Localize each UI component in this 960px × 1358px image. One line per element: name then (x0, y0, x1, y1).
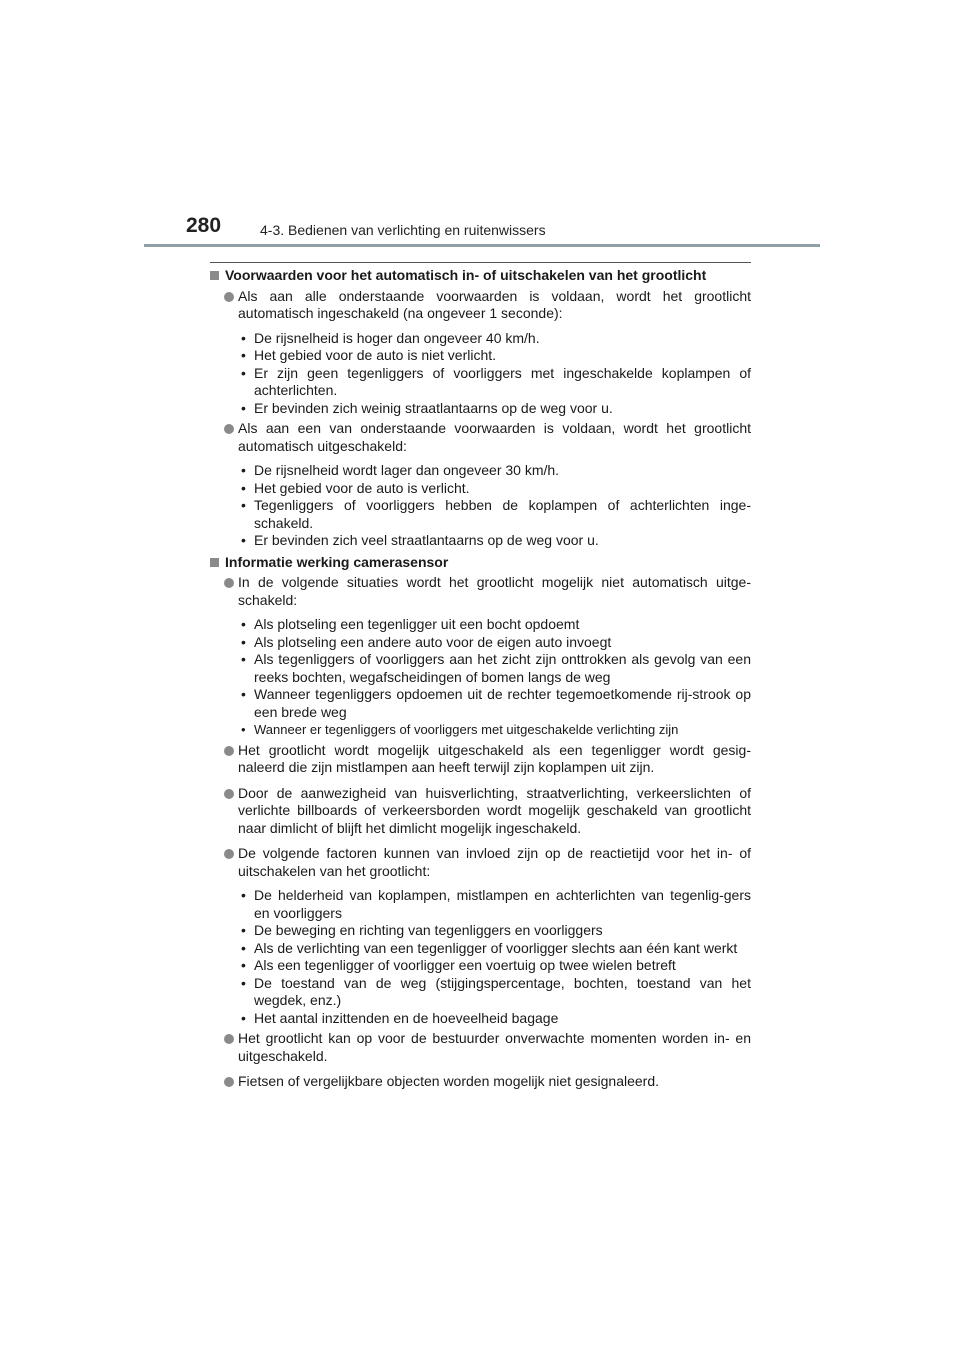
list-item (210, 721, 751, 739)
list-item-text: Als plotseling een andere auto voor de eigen auto invoegt (254, 633, 612, 650)
list-item (210, 887, 751, 922)
paragraph (210, 742, 751, 777)
paragraph-text: Als aan een van onderstaande voorwaarden is voldaan, wordt het grootlicht automatisch uitgeschakeld: (238, 420, 751, 454)
list-item (210, 400, 751, 418)
section-heading (210, 554, 751, 572)
list-item (210, 347, 751, 365)
bullet-list (210, 462, 751, 550)
section-heading-text: Informatie werking camerasensor (225, 553, 449, 570)
paragraph-text: De volgende factoren kunnen van invloed zijn op de reactietijd voor het in- of uitschakelen van het grootlicht: (238, 845, 751, 879)
list-item (210, 686, 751, 721)
dot-icon: • (241, 633, 246, 650)
list-item-text: Er bevinden zich veel straatlantaarns op de weg voor u. (254, 532, 599, 548)
list-item-text: Het gebied voor de auto is niet verlicht. (254, 347, 497, 363)
list-item (210, 940, 751, 958)
circle-bullet-icon (224, 746, 234, 756)
bullet-list (210, 616, 751, 739)
dot-icon: • (241, 329, 246, 346)
list-item-text: Als plotseling een tegenligger uit een bocht opdoemt (254, 616, 580, 632)
dot-icon: • (241, 887, 246, 903)
list-item-text: Tegenliggers of voorliggers hebben de koplampen of achterlichten inge-schakeld. (254, 497, 751, 531)
dot-icon: • (241, 532, 246, 548)
circle-bullet-icon (224, 849, 234, 859)
circle-bullet-icon (224, 292, 234, 302)
paragraph-text: Fietsen of vergelijkbare objecten worden mogelijk niet gesignaleerd. (238, 1073, 660, 1089)
paragraph (210, 1073, 751, 1091)
dot-icon: • (241, 462, 246, 478)
list-item-text: De toestand van de weg (stijgingspercentage, bochten, toestand van het wegdek, enz.) (254, 974, 751, 1008)
dot-icon: • (241, 364, 246, 381)
square-bullet-icon (210, 558, 219, 567)
dot-icon: • (241, 651, 246, 667)
list-item-text: Er zijn geen tegenliggers of voorliggers met ingeschakelde koplampen of achterlichten. (254, 364, 751, 398)
dot-icon: • (241, 686, 246, 702)
paragraph (210, 288, 751, 323)
dot-icon: • (241, 922, 246, 938)
paragraph-text: Het grootlicht kan op voor de bestuurder onverwachte momenten worden in- en uitgeschakeld. (238, 1030, 751, 1064)
list-item (210, 462, 751, 480)
dot-icon: • (241, 347, 246, 363)
list-item-text: Er bevinden zich weinig straatlantaarns op de weg voor u. (254, 399, 613, 416)
section-rule (210, 262, 751, 263)
list-item-text: Wanneer er tegenliggers of voorliggers met uitgeschakelde verlichting zijn (254, 722, 679, 737)
paragraph (210, 1030, 751, 1065)
circle-bullet-icon (224, 424, 234, 434)
list-item (210, 616, 751, 634)
list-item-text: Als de verlichting van een tegenligger of voorligger slechts aan één kant werkt (254, 939, 738, 956)
list-item (210, 365, 751, 400)
dot-icon: • (241, 399, 246, 416)
paragraph (210, 420, 751, 455)
dot-icon: • (241, 616, 246, 632)
list-item-text: Wanneer tegenliggers opdoemen uit de rechter tegemoetkomende rij-strook op een brede weg (254, 686, 751, 720)
list-item (210, 330, 751, 348)
list-item (210, 922, 751, 940)
list-item-text: De rijsnelheid wordt lager dan ongeveer 30 km/h. (254, 462, 560, 478)
page-number: 280 (186, 214, 222, 237)
dot-icon: • (241, 497, 246, 513)
chapter-title: 4-3. Bedienen van verlichting en ruitenwissers (260, 222, 546, 238)
header-rule (144, 244, 820, 247)
circle-bullet-icon (224, 1034, 234, 1044)
list-item-text: De rijsnelheid is hoger dan ongeveer 40 km/h. (254, 329, 540, 346)
list-item-text: Als tegenliggers of voorliggers aan het zicht zijn onttrokken als gevolg van een reeks bochten, wegafscheidingen of bomen langs de weg (254, 651, 751, 685)
circle-bullet-icon (224, 1077, 234, 1087)
list-item (210, 480, 751, 498)
circle-bullet-icon (224, 578, 234, 588)
dot-icon: • (241, 957, 246, 973)
paragraph (210, 845, 751, 880)
section-heading-text: Voorwaarden voor het automatisch in- of uitschakelen van het grootlicht (225, 267, 707, 283)
dot-icon: • (241, 479, 246, 496)
dot-icon: • (241, 974, 246, 991)
page-content (210, 265, 751, 1091)
bullet-list (210, 887, 751, 1027)
paragraph (210, 574, 751, 609)
list-item (210, 1010, 751, 1028)
list-item-text: De helderheid van koplampen, mistlampen en achterlichten van tegenlig-gers en voorliggers (254, 887, 751, 921)
dot-icon: • (241, 722, 246, 737)
list-item (210, 975, 751, 1010)
list-item-text: Het gebied voor de auto is verlicht. (254, 479, 470, 496)
dot-icon: • (241, 1009, 246, 1026)
list-item-text: Het aantal inzittenden en de hoeveelheid bagage (254, 1009, 559, 1026)
page-header (186, 214, 820, 246)
section-heading (210, 267, 751, 285)
dot-icon: • (241, 939, 246, 956)
paragraph (210, 785, 751, 838)
paragraph-text: Als aan alle onderstaande voorwaarden is voldaan, wordt het grootlicht automatisch ingeschakeld (na ongeveer 1 seconde): (238, 287, 751, 321)
list-item (210, 532, 751, 550)
bullet-list (210, 330, 751, 418)
list-item (210, 634, 751, 652)
square-bullet-icon (210, 271, 219, 280)
circle-bullet-icon (224, 789, 234, 799)
list-item (210, 497, 751, 532)
list-item-text: De beweging en richting van tegenliggers en voorliggers (254, 922, 603, 938)
paragraph-text: Door de aanwezigheid van huisverlichting, straatverlichting, verkeerslichten of verlichte billboards of verkeersborden wordt mogelijk geschakeld van grootlicht naar dimlicht of blijft het dimlicht mogelijk ingeschakeld. (238, 784, 751, 836)
list-item (210, 957, 751, 975)
paragraph-text: Het grootlicht wordt mogelijk uitgeschakeld als een tegenligger wordt gesig-naleerd die zijn mistlampen aan heeft terwijl zijn koplampen uit zijn. (238, 741, 751, 775)
list-item-text: Als een tegenligger of voorligger een voertuig op twee wielen betreft (254, 957, 676, 973)
paragraph-text: In de volgende situaties wordt het grootlicht mogelijk niet automatisch uitge-schakeld: (238, 574, 751, 608)
list-item (210, 651, 751, 686)
